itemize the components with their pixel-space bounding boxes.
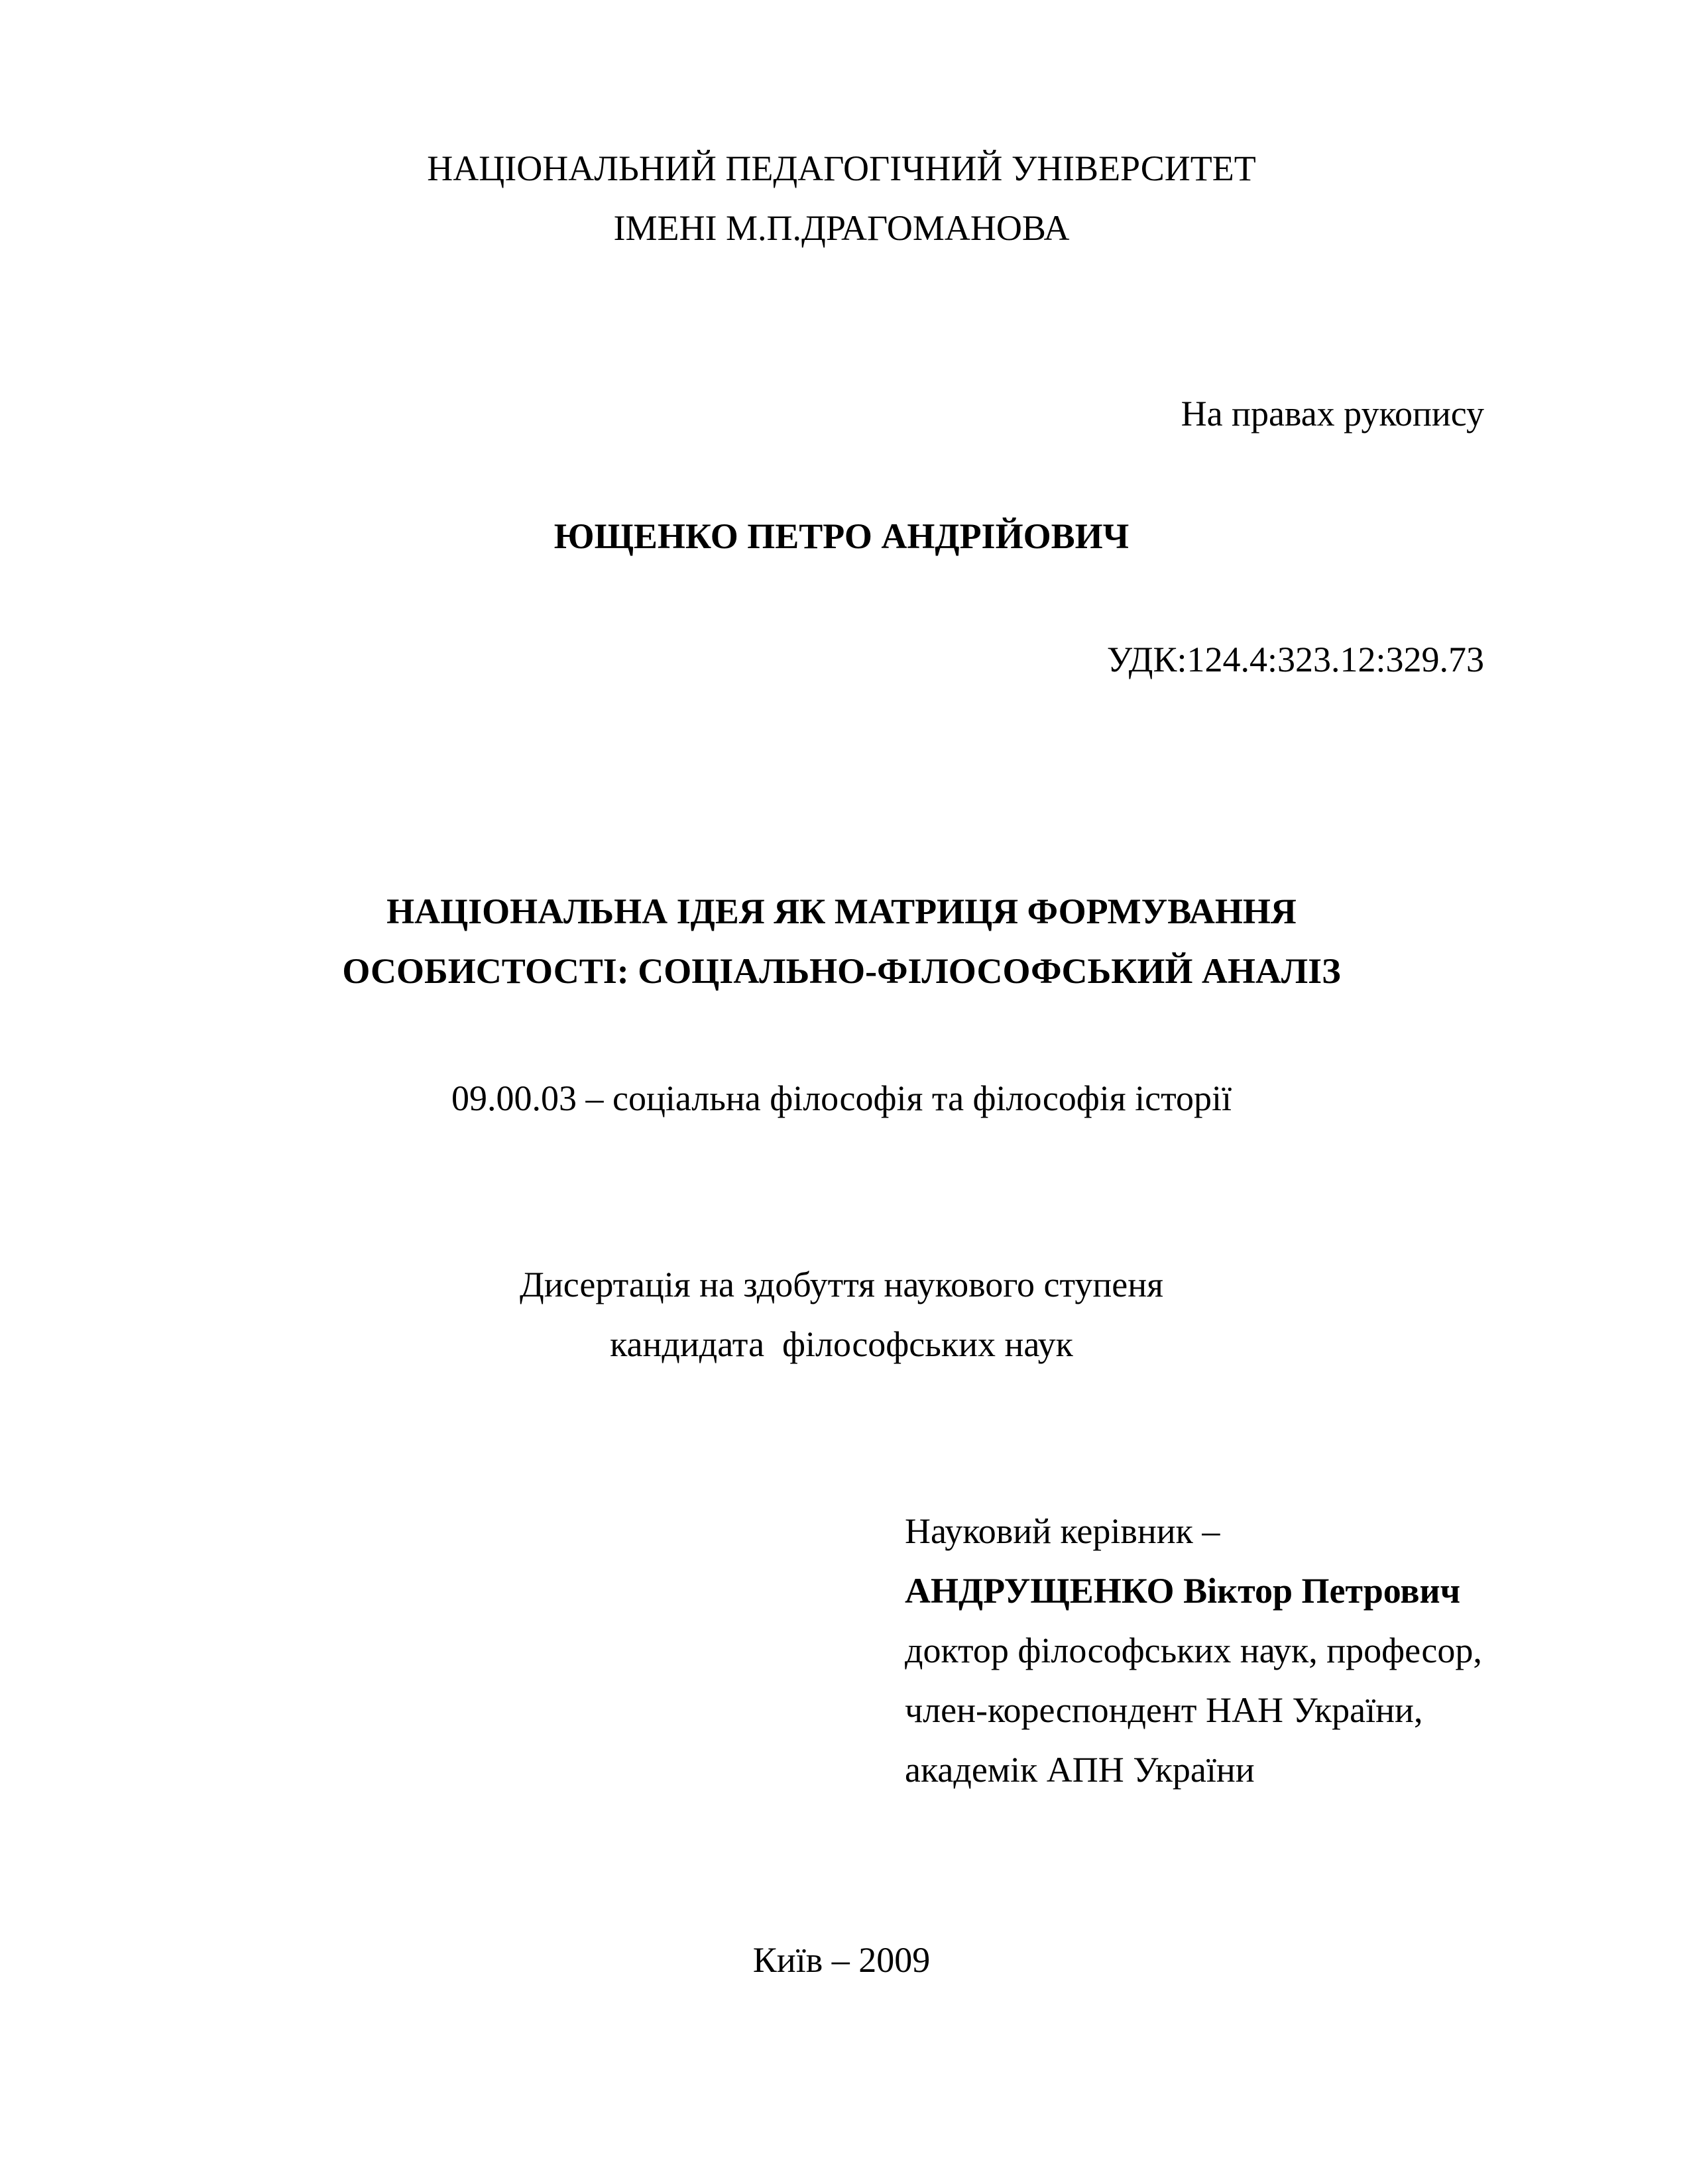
manuscript-note: На правах рукопису	[1181, 394, 1484, 433]
specialty-code: 09.00.03 – соціальна філософія та філософія історії	[451, 1078, 1232, 1118]
supervisor-name	[905, 1570, 1460, 1612]
supervisor-title2: член-кореспондент НАН України,	[905, 1690, 1423, 1730]
dissertation-title-line2: ОСОБИСТОСТІ: СОЦІАЛЬНО-ФІЛОСОФСЬКИЙ АНАЛІЗ	[342, 951, 1341, 991]
degree-line2: кандидата філософських наук	[610, 1324, 1073, 1364]
supervisor-label: Науковий керівник –	[905, 1511, 1220, 1551]
udk-code: УДК:124.4:323.12:329.73	[1106, 640, 1484, 679]
supervisor-title3: академік АПН України	[905, 1750, 1255, 1790]
city-year: Київ – 2009	[752, 1940, 931, 1980]
dissertation-title-line1: НАЦІОНАЛЬНА ІДЕЯ ЯК МАТРИЦЯ ФОРМУВАННЯ	[386, 891, 1297, 931]
supervisor-surname: АНДРУЩЕНКО	[905, 1571, 1175, 1611]
supervisor-given-name: Віктор Петрович	[1183, 1571, 1461, 1611]
university-name-line1: НАЦІОНАЛЬНИЙ ПЕДАГОГІЧНИЙ УНІВЕРСИТЕТ	[427, 148, 1256, 188]
university-name-line2: ІМЕНІ М.П.ДРАГОМАНОВА	[613, 208, 1070, 248]
supervisor-title1: доктор філософських наук, професор,	[905, 1631, 1482, 1670]
degree-line1: Дисертація на здобуття наукового ступеня	[519, 1265, 1164, 1304]
author-name: ЮЩЕНКО ПЕТРО АНДРІЙОВИЧ	[553, 516, 1130, 556]
